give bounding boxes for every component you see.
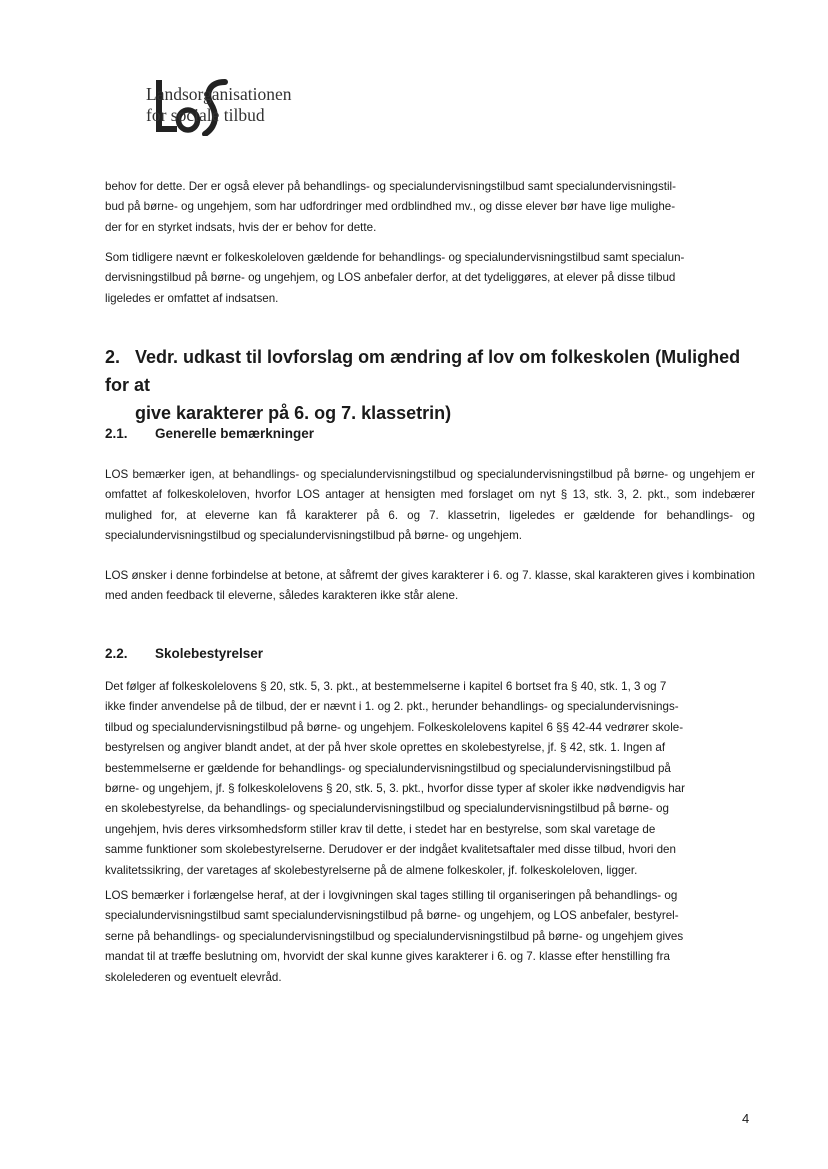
text-line: tilbud og specialundervisningstilbud på børne- og ungehjem. Folkeskolelovens kapitel 6 §§ 42-44 vedrører skole- [105,720,684,734]
subsection-title: Skolebestyrelser [155,646,264,661]
text-line: ikke finder anvendelse på de tilbud, der er nævnt i 1. og 2. pkt., herunder behandlings- og specialundervisnings- [105,700,679,714]
text-line: Som tidligere nævnt er folkeskoleloven gældende for behandlings- og specialundervisningstilbud samt specialun- [105,251,685,264]
text-line: specialundervisningstilbud samt specialundervisningstilbud på børne- og ungehjem, og LOS anbefaler, bestyrel- [105,909,679,923]
section-2-2-paragraph-2 [105,886,755,988]
subsection-title: Generelle bemærkninger [155,426,315,441]
text-line: ligeledes er omfattet af indsatsen. [105,291,279,305]
text-line: behov for dette. Der er også elever på behandlings- og specialundervisningstilbud samt specialundervisningstil- [105,180,676,193]
section-2-2-paragraph-1 [105,677,755,881]
section-2-1-paragraph-2: LOS ønsker i denne forbindelse at betone, at såfremt der gives karakterer i 6. og 7. klasse, skal karakteren gives i kombination med anden feedback til eleverne, således karakteren ikke står alene. [105,569,755,603]
text-line: bud på børne- og ungehjem, som har udfordringer med ordblindhed mv., og disse elever bør have lige mulighe- [105,200,676,214]
section-title-line2: give karakterer på 6. og 7. klassetrin) [135,403,452,423]
text-line: ungehjem, hvis deres virksomhedsform stiller krav til dette, i stedet har en bestyrelse, som skal varetage de [105,822,656,836]
text-line: bestemmelserne er gældende for behandlings- og specialundervisningstilbud og specialundervisningstilbud på [105,761,671,775]
subsection-number: 2.2. [105,646,128,661]
section-title-line1: Vedr. udkast til lovforslag om ændring af lov om folkeskolen (Mulighed for at [105,347,741,395]
text-line: serne på behandlings- og specialundervisningstilbud og specialundervisningstilbud på børne- og ungehjem gives [105,929,684,943]
logo-line1: Landsorganisationen [146,84,292,104]
text-line: LOS bemærker i forlængelse heraf, at der i lovgivningen skal tages stilling til organiseringen på behandlings- og [105,889,678,902]
page-number: 4 [742,1111,750,1126]
section-2-2-heading [105,646,263,661]
text-line: dervisningstilbud på børne- og ungehjem, og LOS anbefaler derfor, at det tydeliggøres, at elever på disse tilbud [105,271,676,285]
text-line: skolelederen og eventuelt elevråd. [105,970,282,984]
text-line: Det følger af folkeskolelovens § 20, stk. 5, 3. pkt., at bestemmelserne i kapitel 6 bortset fra § 40, stk. 1, 3 og 7 [105,680,667,693]
text-line: mandat til at træffe beslutning om, hvorvidt der skal kunne gives karakterer i 6. og 7. klasse efter henstilling fra [105,950,670,964]
section-number: 2. [105,347,121,367]
section-2-heading [105,343,765,427]
text-line: en skolebestyrelse, da behandlings- og specialundervisningstilbud og specialundervisningstilbud på børne- og [105,802,669,816]
logo-line2: for sociale tilbud [146,105,265,125]
section-2-1-heading [105,426,314,441]
text-line: der for en styrket indsats, hvis der er behov for dette. [105,220,377,234]
text-line: samme funktioner som skolebestyrelserne. Derudover er der indgået kvalitetsaftaler med disse tilbud, hvori den [105,843,676,857]
text-line: børne- og ungehjem, jf. § folkeskolelovens § 20, stk. 5, 3. pkt., hvorfor disse typer af skoler ikke nødvendigvis har [105,782,685,796]
text-line: bestyrelsen og angiver blandt andet, at der på hver skole oprettes en skolebestyrelse, jf. § 42, stk. 1. Ingen af [105,741,666,755]
intro-paragraph-2 [105,248,755,309]
text-line: kvalitetssikring, der varetages af skolebestyrelserne på de almene folkeskoler, jf. folkeskoleloven, ligger. [105,863,638,877]
section-2-1-paragraph-1: LOS bemærker igen, at behandlings- og specialundervisningstilbud og specialundervisningstilbud på børne- og ungehjem er omfattet af folkeskoleloven, hvorfor LOS antager at hensigten med forslaget om nyt § 13, stk. 3, 2. pkt., som indebærer mulighed for, at eleverne kan få karakterer på 6. og 7. klassetrin, ligeledes er gældende for behandlings- og specialundervisningstilbud og specialundervisningstilbud på børne- og ungehjem. [105,468,755,543]
subsection-number: 2.1. [105,426,128,441]
logo-text [146,84,291,126]
intro-paragraph-1 [105,177,755,238]
